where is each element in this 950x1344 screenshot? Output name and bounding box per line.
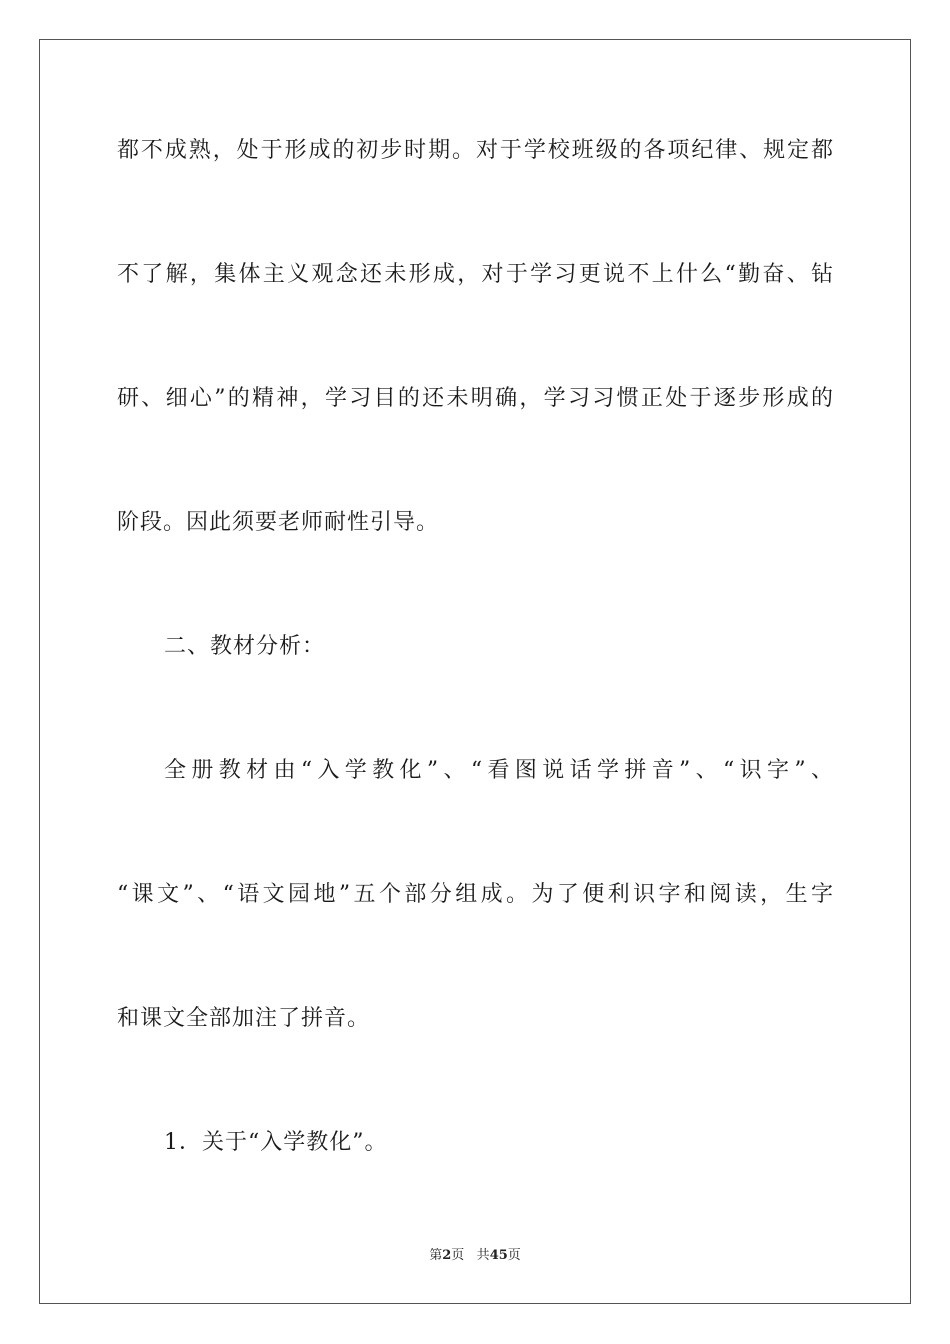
body-line: 和课文全部加注了拼音。	[117, 1006, 371, 1031]
footer-page-suffix: 页	[451, 1248, 465, 1263]
body-line: 全册教材由“入学教化”、“看图说话学拼音”、“识字”、	[164, 758, 833, 783]
section-heading: 二、教材分析：	[164, 634, 326, 659]
body-line: 阶段。因此须要老师耐性引导。	[117, 510, 440, 535]
footer-total-suffix: 页	[507, 1248, 521, 1263]
body-line: 不了解，集体主义观念还未形成，对于学习更说不上什么“勤奋、钻	[117, 262, 833, 287]
footer-total-prefix: 共	[476, 1248, 490, 1263]
body-line: 都不成熟，处于形成的初步时期。对于学校班级的各项纪律、规定都	[117, 138, 833, 163]
page-footer	[0, 1247, 950, 1265]
body-line: “课文”、“语文园地”五个部分组成。为了便利识字和阅读，生字	[117, 882, 833, 907]
body-line: 研、细心”的精神，学习目的还未明确，学习习惯正处于逐步形成的	[117, 386, 833, 411]
page-border	[39, 39, 911, 1304]
footer-page-number: 2	[442, 1248, 452, 1263]
subsection-heading: 1．关于“入学教化”。	[164, 1130, 388, 1155]
footer-prefix: 第	[429, 1248, 443, 1263]
footer-total-pages: 45	[489, 1248, 508, 1263]
